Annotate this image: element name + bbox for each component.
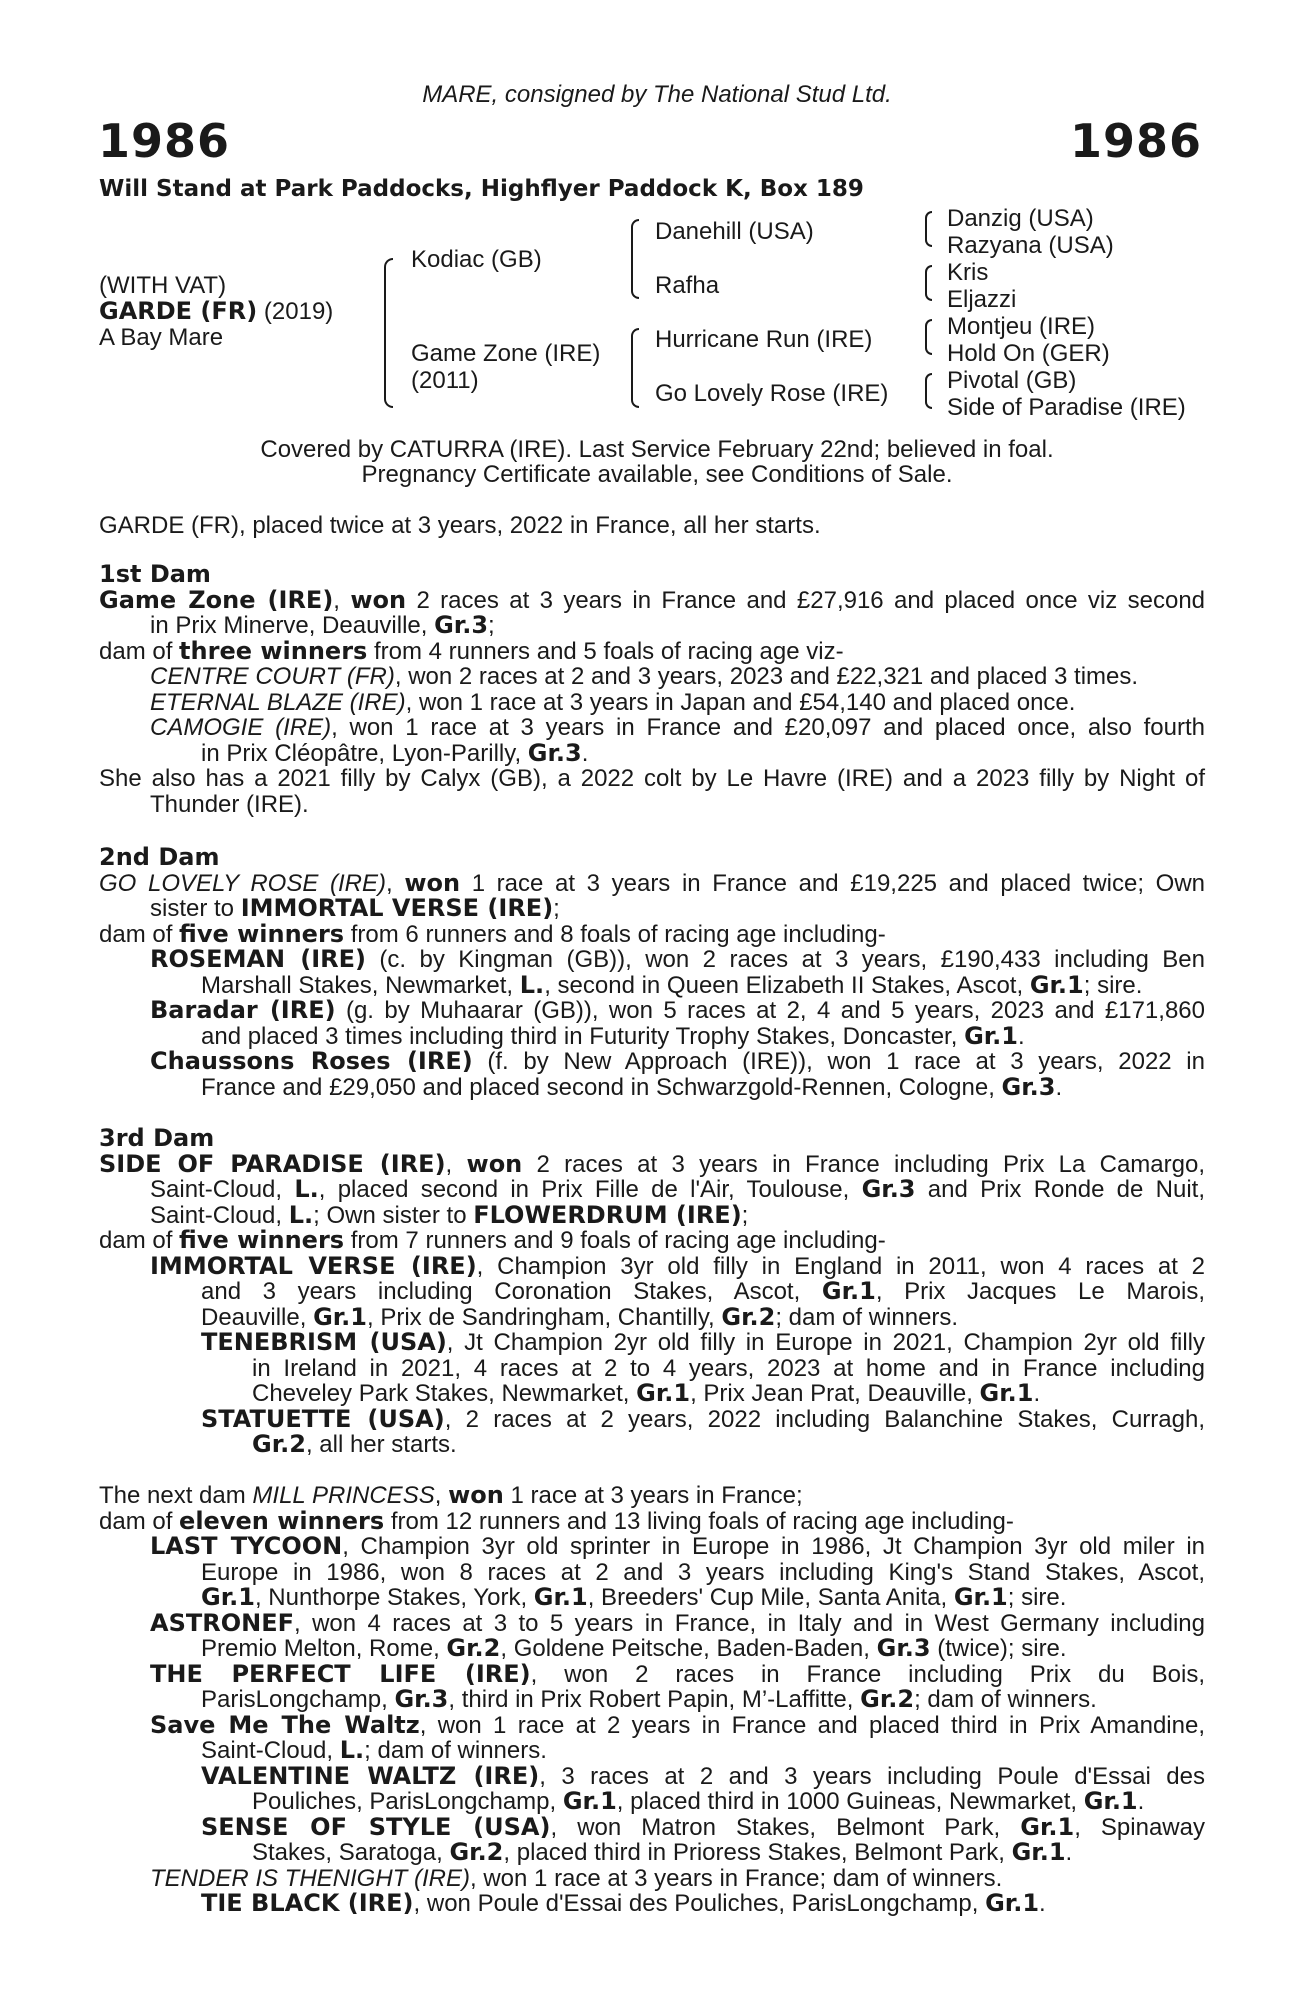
summary-line: GARDE (FR), placed twice at 3 years, 2022 in France, all her starts.: [99, 512, 821, 539]
progeny-save-me-the-waltz: Save Me The Waltz, won 1 race at 2 years in France and placed third in Prix Amandine,: [150, 1710, 1206, 1739]
brace-gg2: [925, 265, 932, 301]
lot-number-right: 1986: [1069, 114, 1202, 168]
progeny-tenebrism-line-2: in Ireland in 2021, 4 races at 2 to 4 years, 2023 at home and in France including: [252, 1354, 1205, 1382]
first-dam-line-1: Game Zone (IRE), won 2 races at 3 years in France and £27,916 and placed once viz second: [99, 585, 1206, 614]
brace-dam: [631, 328, 639, 408]
progeny-sense-of-style: SENSE OF STYLE (USA), won Matron Stakes, Belmont Park, Gr.1, Spinaway: [201, 1812, 1205, 1841]
lot-number-left: 1986: [98, 114, 231, 168]
progeny-the-perfect-life-line-2: ParisLongchamp, Gr.3, third in Prix Robert Papin, M’-Laffitte, Gr.2; dam of winners.: [201, 1685, 1097, 1713]
progeny-tenebrism-line-3: Cheveley Park Stakes, Newmarket, Gr.1, Prix Jean Prat, Deauville, Gr.1.: [252, 1379, 1041, 1407]
great-grandparent-1: Danzig (USA): [947, 205, 1094, 232]
brace-gg3: [925, 319, 932, 355]
progeny-last-tycoon-line-2: Europe in 1986, won 8 races at 2 and 3 years including King's Stand Stakes, Ascot,: [201, 1558, 1205, 1586]
progeny-baradar: Baradar (IRE) (g. by Muhaarar (GB)), won 5 races at 2, 4 and 5 years, 2023 and £171,860: [150, 996, 1205, 1024]
third-dam-heading: 3rd Dam: [99, 1124, 215, 1152]
next-dam-line-1: The next dam MILL PRINCESS, won 1 race at 3 years in France;: [99, 1481, 803, 1509]
progeny-tender-is-thenight: TENDER IS THENIGHT (IRE), won 1 race at 3 years in France; dam of winners.: [150, 1864, 1003, 1892]
progeny-eternal-blaze: ETERNAL BLAZE (IRE), won 1 race at 3 years in Japan and £54,140 and placed once.: [150, 688, 1076, 716]
second-dam-heading: 2nd Dam: [99, 843, 220, 871]
covered-line-2: Pregnancy Certificate available, see Conditions of Sale.: [361, 461, 953, 488]
progeny-tenebrism: TENEBRISM (USA), Jt Champion 2yr old filly in Europe in 2021, Champion 2yr old filly: [201, 1328, 1205, 1356]
progeny-camogie: CAMOGIE (IRE), won 1 race at 3 years in France and £20,097 and placed once, also fourth: [150, 714, 1205, 741]
progeny-valentine-waltz-line-2: Pouliches, ParisLongchamp, Gr.1, placed third in 1000 Guineas, Newmarket, Gr.1.: [252, 1787, 1145, 1815]
dam-year: (2011): [411, 367, 479, 394]
progeny-valentine-waltz: VALENTINE WALTZ (IRE), 3 races at 2 and 3 years including Poule d'Essai des: [201, 1761, 1205, 1790]
second-dam-line-2: sister to IMMORTAL VERSE (IRE);: [150, 894, 560, 922]
progeny-tie-black: TIE BLACK (IRE), won Poule d'Essai des Pouliches, ParisLongchamp, Gr.1.: [201, 1889, 1046, 1917]
second-dam-line-1: GO LOVELY ROSE (IRE), won 1 race at 3 years in France and £19,225 and placed twice; Own: [99, 868, 1205, 897]
progeny-camogie-line-2: in Prix Cléopâtre, Lyon-Parilly, Gr.3.: [201, 738, 589, 767]
third-dam-section: [99, 1126, 1205, 1458]
progeny-statuette: STATUETTE (USA), 2 races at 2 years, 2022 including Balanchine Stakes, Curragh,: [201, 1404, 1205, 1433]
progeny-statuette-line-2: Gr.2, all her starts.: [252, 1430, 457, 1458]
great-grandparent-2: Razyana (USA): [947, 232, 1114, 259]
great-grandparent-7: Pivotal (GB): [947, 367, 1077, 394]
progeny-sense-of-style-line-2: Stakes, Saratoga, Gr.2, placed third in Prioress Stakes, Belmont Park, Gr.1.: [252, 1838, 1073, 1866]
great-grandparent-8: Side of Paradise (IRE): [947, 394, 1186, 421]
progeny-immortal-verse: IMMORTAL VERSE (IRE), Champion 3yr old filly in England in 2011, won 4 races at 2: [150, 1251, 1205, 1280]
second-dam-section: [99, 845, 1205, 1100]
grandsire-3: Hurricane Run (IRE): [655, 326, 873, 353]
horse-description: A Bay Mare: [99, 324, 224, 351]
great-grandparent-3: Kris: [947, 259, 989, 286]
progeny-chaussons-roses: Chaussons Roses (IRE) (f. by New Approach (IRE)), won 1 race at 3 years, 2022 in: [150, 1047, 1205, 1075]
third-dam-line-1: SIDE OF PARADISE (IRE), won 2 races at 3 years in France including Prix La Camargo,: [99, 1149, 1206, 1178]
first-dam-heading: 1st Dam: [99, 560, 211, 588]
grandsire-2: Rafha: [655, 272, 720, 299]
horse-year: (2019): [257, 298, 334, 325]
grandsire-1: Danehill (USA): [655, 218, 814, 245]
progeny-chaussons-roses-line-2: France and £29,050 and placed second in Schwarzgold-Rennen, Cologne, Gr.3.: [201, 1072, 1063, 1101]
third-dam-line-3: Saint-Cloud, L.; Own sister to FLOWERDRUM (IRE);: [150, 1200, 749, 1229]
dam: Game Zone (IRE): [411, 340, 601, 367]
progeny-roseman: ROSEMAN (IRE) (c. by Kingman (GB)), won 2 races at 3 years, £190,433 including Ben: [150, 945, 1206, 973]
brace-sire: [631, 219, 639, 299]
progeny-save-me-the-waltz-line-2: Saint-Cloud, L.; dam of winners.: [201, 1736, 547, 1764]
first-dam-section: [99, 562, 1205, 817]
first-dam-also-line-2: Thunder (IRE).: [150, 790, 309, 818]
covered-line-1: Covered by CATURRA (IRE). Last Service February 22nd; believed in foal.: [260, 436, 1054, 463]
brace-gg4: [925, 373, 932, 409]
brace-main: [384, 258, 393, 408]
third-dam-line-2: Saint-Cloud, L., placed second in Prix Fille de l'Air, Toulouse, Gr.3 and Prix Ronde de Nuit,: [150, 1175, 1205, 1203]
progeny-centre-court: CENTRE COURT (FR), won 2 races at 2 and 3 years, 2023 and £22,321 and placed 3 times.: [150, 663, 1139, 690]
progeny-astronef-line-2: Premio Melton, Rome, Gr.2, Goldene Peitsche, Baden-Baden, Gr.3 (twice); sire.: [201, 1634, 1067, 1662]
progeny-baradar-line-2: and placed 3 times including third in Futurity Trophy Stakes, Doncaster, Gr.1.: [201, 1021, 1025, 1050]
first-dam-also-line-1: She also has a 2021 filly by Calyx (GB), a 2022 colt by Le Havre (IRE) and a 2023 filly by Night of: [99, 765, 1205, 792]
horse-name-line: [99, 299, 333, 325]
progeny-roseman-line-2: Marshall Stakes, Newmarket, L., second in Queen Elizabeth II Stakes, Ascot, Gr.1; sire.: [201, 970, 1143, 999]
first-dam-produce-line: dam of three winners from 4 runners and 5 foals of racing age viz-: [99, 636, 844, 665]
vat-note: (WITH VAT): [99, 272, 227, 299]
grandsire-4: Go Lovely Rose (IRE): [655, 380, 889, 407]
first-dam-line-2: in Prix Minerve, Deauville, Gr.3;: [150, 611, 495, 639]
progeny-immortal-verse-line-2: and 3 years including Coronation Stakes, Ascot, Gr.1, Prix Jacques Le Marois,: [201, 1277, 1205, 1305]
great-grandparent-6: Hold On (GER): [947, 340, 1110, 367]
progeny-last-tycoon-line-3: Gr.1, Nunthorpe Stakes, York, Gr.1, Breeders' Cup Mile, Santa Anita, Gr.1; sire.: [201, 1583, 1067, 1611]
next-dam-produce-line: dam of eleven winners from 12 runners and 13 living foals of racing age including-: [99, 1506, 1014, 1535]
great-grandparent-4: Eljazzi: [947, 286, 1017, 313]
progeny-astronef: ASTRONEF, won 4 races at 3 to 5 years in France, in Italy and in West Germany including: [150, 1608, 1205, 1637]
consignor-line: MARE, consigned by The National Stud Ltd.: [422, 81, 892, 108]
stabling-line: Will Stand at Park Paddocks, Highflyer Paddock K, Box 189: [99, 176, 864, 202]
sire: Kodiac (GB): [411, 246, 542, 273]
third-dam-produce-line: dam of five winners from 7 runners and 9 foals of racing age including-: [99, 1226, 886, 1254]
progeny-immortal-verse-line-3: Deauville, Gr.1, Prix de Sandringham, Chantilly, Gr.2; dam of winners.: [201, 1302, 959, 1331]
great-grandparent-5: Montjeu (IRE): [947, 313, 1096, 340]
next-dam-section: [99, 1483, 1205, 1917]
brace-gg1: [925, 211, 932, 247]
horse-name: GARDE (FR): [99, 297, 258, 325]
second-dam-produce-line: dam of five winners from 6 runners and 8 foals of racing age including-: [99, 919, 886, 948]
progeny-last-tycoon: LAST TYCOON, Champion 3yr old sprinter in Europe in 1986, Jt Champion 3yr old miler in: [150, 1532, 1205, 1560]
progeny-the-perfect-life: THE PERFECT LIFE (IRE), won 2 races in France including Prix du Bois,: [150, 1659, 1205, 1688]
